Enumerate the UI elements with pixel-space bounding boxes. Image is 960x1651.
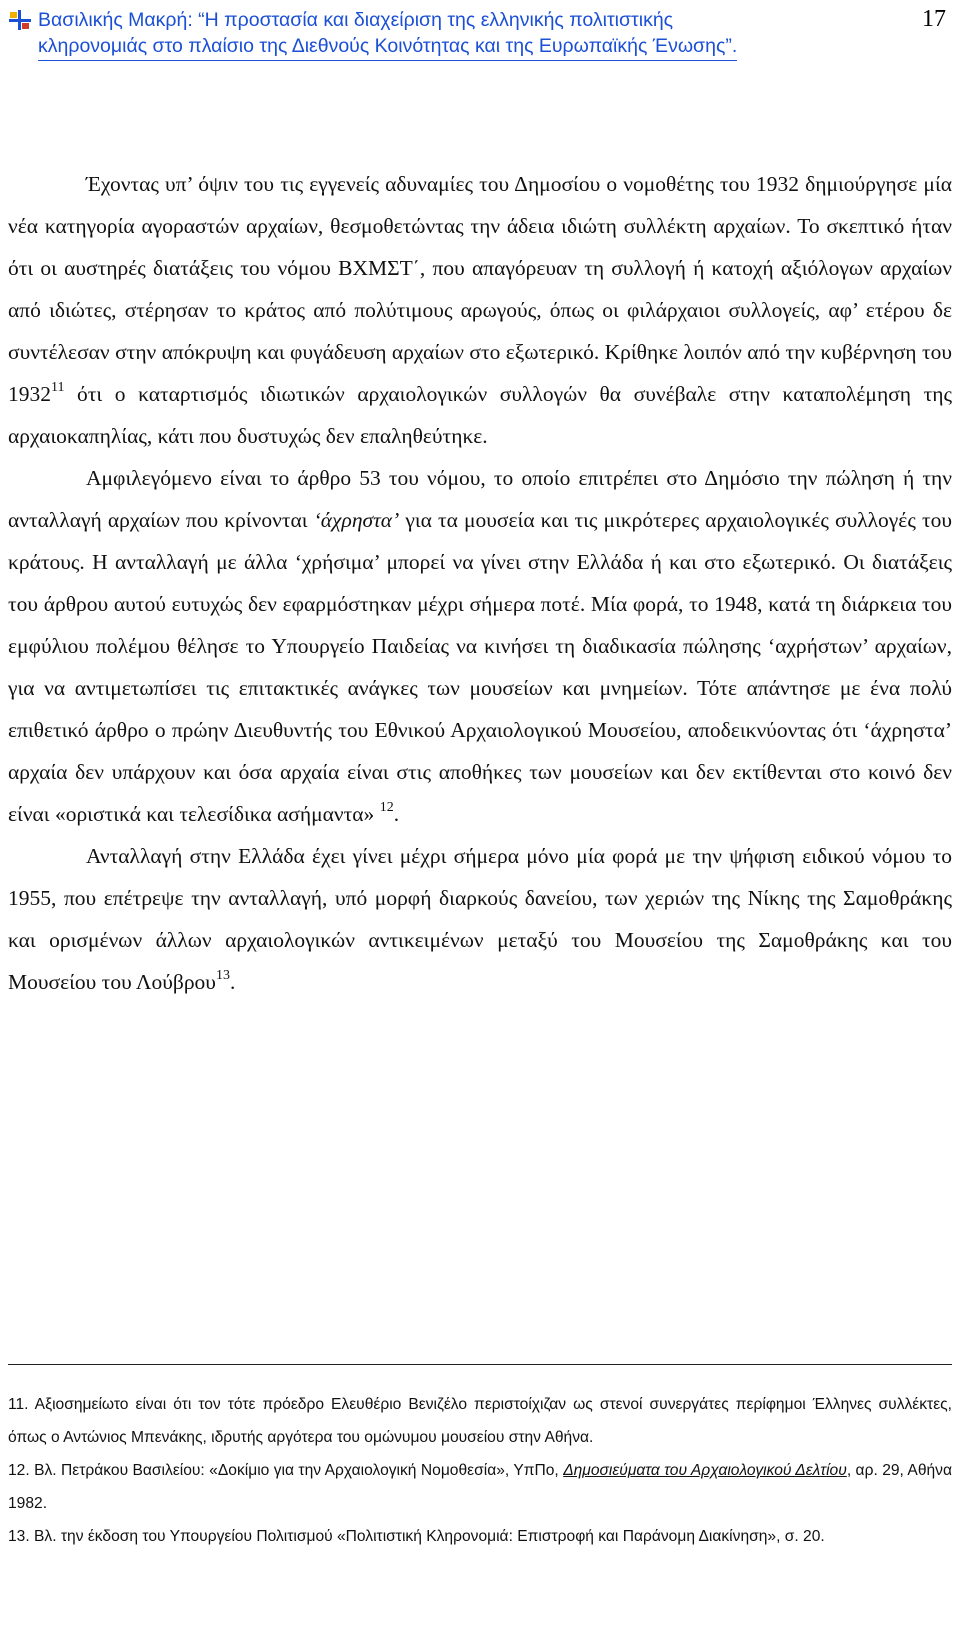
- running-header: [8, 6, 952, 62]
- paragraph-1-text-b: ότι ο καταρτισμός ιδιωτικών αρχαιολογικών συλλογών θα συνέβαλε στην καταπολέμηση της αρχαιοκαπηλίας, κάτι που δυστυχώς δεν επαληθεύτηκε.: [8, 382, 952, 448]
- footnote-12-text-a: 12. Βλ. Πετράκου Βασιλείου: «Δοκίμιο για την Αρχαιολογική Νομοθεσία», ΥπΠο,: [8, 1462, 564, 1479]
- paragraph-3-text-b: .: [229, 970, 236, 994]
- paragraph-2-text-c: .: [393, 802, 400, 826]
- page-number: 17: [922, 6, 946, 32]
- header-title: [38, 7, 888, 61]
- footnote-11: 11. Αξιοσημείωτο είναι ότι τον τότε πρόεδρο Ελευθέριο Βενιζέλο περιστοίχιζαν ως στενοί συνεργάτες περίφημοι Έλληνες συλλέκτες, όπως ο Αντώνιος Μπενάκης, ιδρυτής αργότερα του ομώνυμου μουσείου στην Αθήνα.: [8, 1396, 952, 1446]
- paragraph-1-text-a: Έχοντας υπ’ όψιν του τις εγγενείς αδυναμίες του Δημοσίου ο νομοθέτης του 1932 δημιούργησε μία νέα κατηγορία αγοραστών αρχαίων, θεσμοθετώντας την άδεια ιδιώτη συλλέκτη αρχαίων. Το σκεπτικό ήταν ότι οι αυστηρές διατάξεις του νόμου ΒΧΜΣΤ΄, που απαγόρευαν τη συλλογή ή κατοχή αξιόλογων αρχαίων από ιδιώτες, στέρησαν το κράτος από πολύτιμους αρωγούς, όπως οι φιλάρχαιοι συλλογείς, αφ’ ετέρου δε συντέλεσαν στην απόκρυψη και φυγάδευση αρχαίων στο εξωτερικό. Κρίθηκε λοιπόν από την κυβέρνηση του 1932: [8, 172, 952, 406]
- paragraph-2: [8, 457, 952, 835]
- document-icon: [8, 9, 32, 31]
- footnote-12-italic: Αρχαιολογικού Δελτίου: [687, 1462, 847, 1479]
- footnote-12-text-b: , αρ. 29, Αθήνα 1982.: [8, 1462, 952, 1512]
- footnote-ref-12: 12: [379, 799, 394, 815]
- paragraph-3: [8, 835, 952, 1003]
- footnote-13: 13. Βλ. την έκδοση του Υπουργείου Πολιτισμού «Πολιτιστική Κληρονομιά: Επιστροφή και Παράνομη Διακίνηση», σ. 20.: [8, 1528, 825, 1545]
- body-text: [8, 163, 952, 1003]
- footnote-12: [8, 1454, 952, 1520]
- header-title-line2: κληρονομιάς στο πλαίσιο της Διεθνούς Κοινότητας και της Ευρωπαϊκής Ένωσης”.: [38, 33, 737, 61]
- footnotes: [8, 1388, 952, 1553]
- paragraph-2-text-a: Αμφιλεγόμενο είναι το άρθρο 53 του νόμου, το οποίο επιτρέπει στο Δημόσιο την πώληση ή την ανταλλαγή αρχαίων που κρίνονται: [8, 466, 952, 532]
- paragraph-1: [8, 163, 952, 457]
- paragraph-3-text-a: Ανταλλαγή στην Ελλάδα έχει γίνει μέχρι σήμερα μόνο μία φορά με την ψήφιση ειδικού νόμου το 1955, που επέτρεψε την ανταλλαγή, υπό μορφή διαρκούς δανείου, των χεριών της Νίκης της Σαμοθράκης και ορισμένων άλλων αρχαιολογικών αντικειμένων μεταξύ του Μουσείου της Σαμοθράκης και του Μουσείου του Λούβρου: [8, 844, 952, 994]
- footnote-ref-13: 13: [215, 967, 230, 983]
- paragraph-2-text-b: για τα μουσεία και τις μικρότερες αρχαιολογικές συλλογές του κράτους. Η ανταλλαγή με άλλα ‘χρήσιμα’ μπορεί να γίνει στην Ελλάδα ή και στο εξωτερικό. Οι διατάξεις του άρθρου αυτού ευτυχώς δεν εφαρμόστηκαν μέχρι σήμερα ποτέ. Μία φορά, το 1948, κατά τη διάρκεια του εμφύλιου πολέμου θέλησε το Υπουργείο Παιδείας να κινήσει τη διαδικασία πώλησης ‘αχρήστων’ αρχαίων, για να αντιμετωπίσει τις επιτακτικές ανάγκες των μουσείων και μνημείων. Τότε απάντησε με ένα πολύ επιθετικό άρθρο ο πρώην Διευθυντής του Εθνικού Αρχαιολογικού Μουσείου, αποδεικνύοντας ότι ‘άχρηστα’ αρχαία δεν υπάρχουν και όσα αρχαία είναι στις αποθήκες των μουσείων και δεν εκτίθενται στο κοινό δεν είναι «οριστικά και τελεσίδικα ασήμαντα»: [8, 508, 952, 826]
- footnote-separator: [8, 1364, 952, 1365]
- footnote-12-underlined: Δημοσιεύματα του: [563, 1462, 688, 1479]
- header-title-line1: Βασιλικής Μακρή: “Η προστασία και διαχείριση της ελληνικής πολιτιστικής: [38, 9, 674, 31]
- footnote-ref-11: 11: [51, 379, 65, 395]
- paragraph-2-emphasis: ‘άχρηστα’: [313, 508, 400, 532]
